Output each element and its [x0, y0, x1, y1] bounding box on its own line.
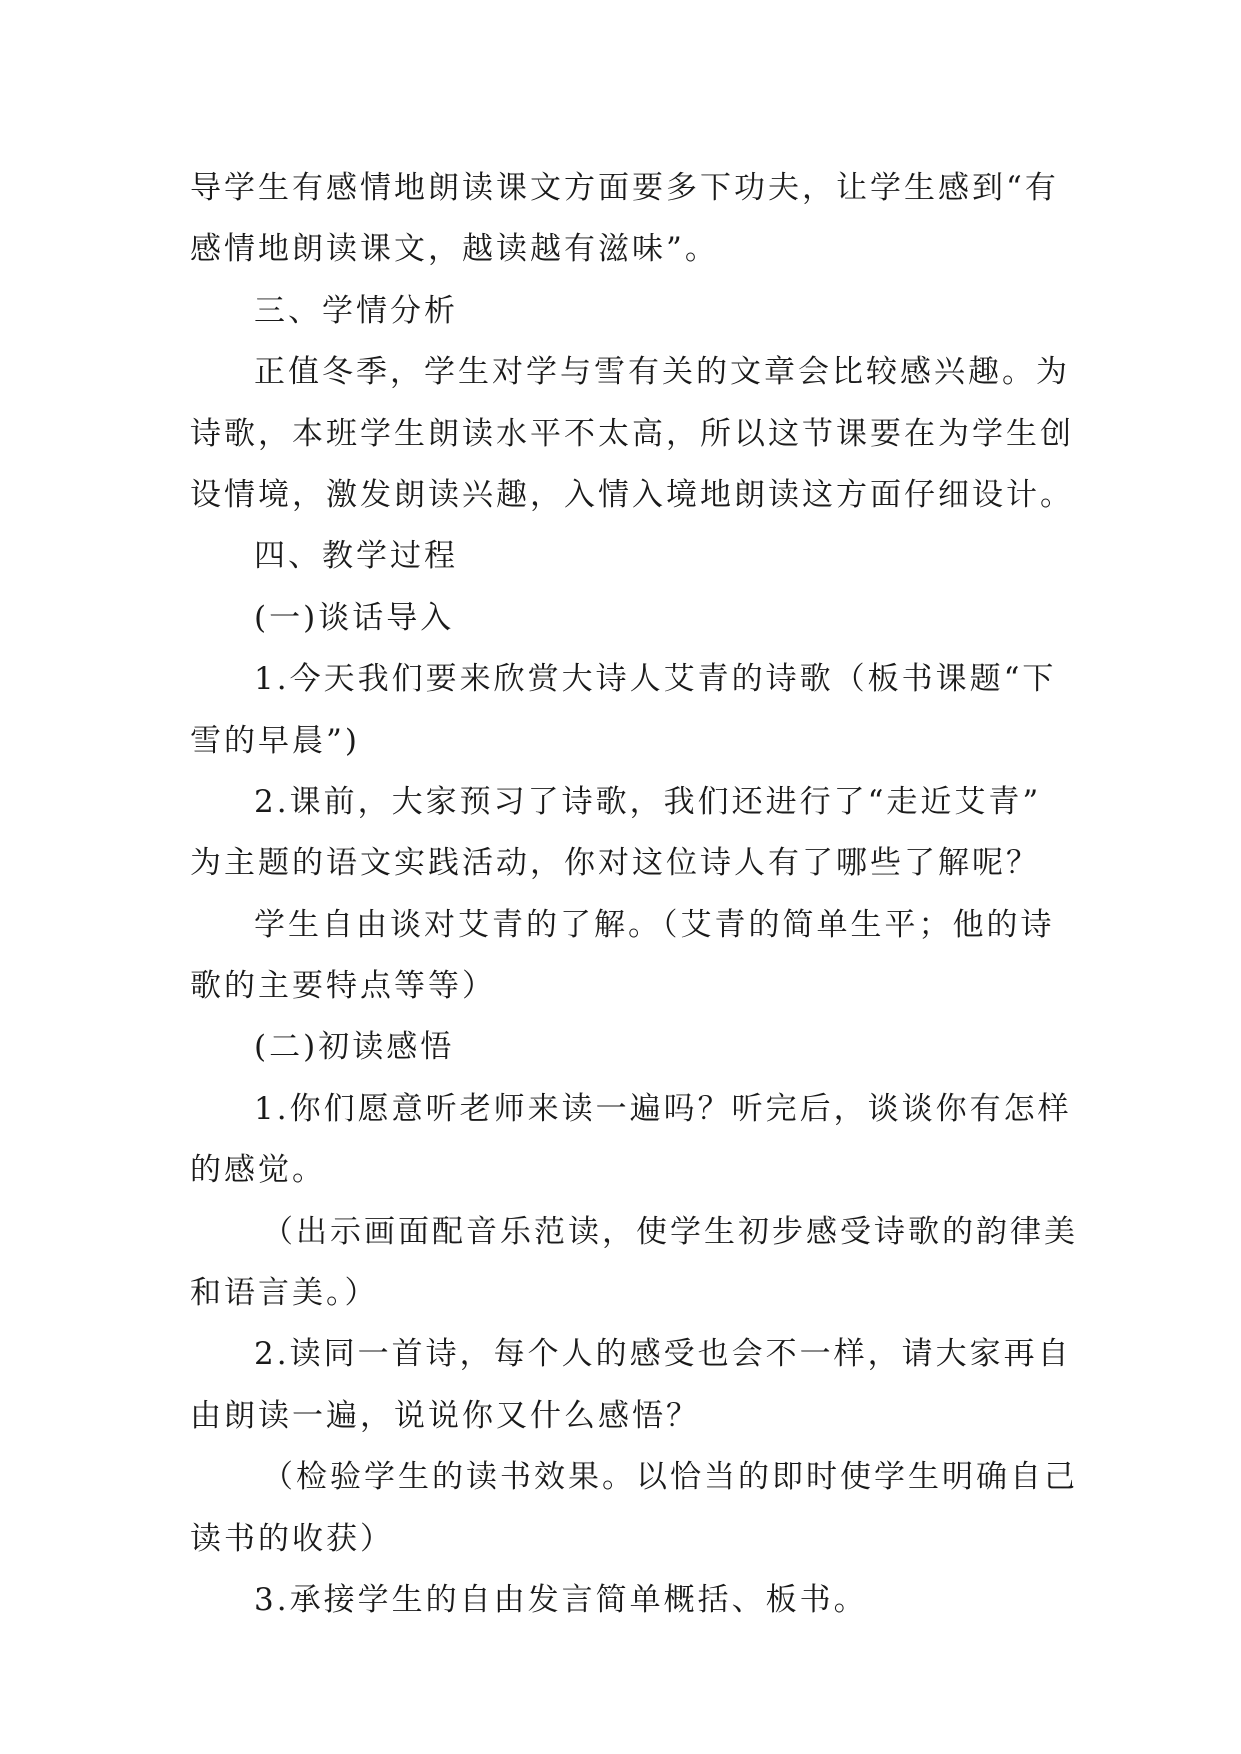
text-line: 由朗读一遍，说说你又什么感悟？: [190, 1397, 700, 1434]
text-line: 学生自由谈对艾青的了解。（艾青的简单生平；他的诗: [254, 906, 1055, 943]
document-body: [190, 158, 1078, 1631]
text-line: 3.承接学生的自由发言简单概括、板书。: [254, 1581, 868, 1618]
text-line: (二)初读感悟: [254, 1029, 455, 1066]
text-line: 2.课前，大家预习了诗歌，我们还进行了“走近艾青”: [254, 783, 1042, 820]
text-line: 三、学情分析: [254, 292, 458, 329]
text-line: 读书的收获）: [190, 1520, 394, 1557]
text-line: (一)谈话导入: [254, 599, 455, 636]
text-line: （检验学生的读书效果。以恰当的即时使学生明确自己: [262, 1459, 1078, 1496]
text-line: （出示画面配音乐范读，使学生初步感受诗歌的韵律美: [262, 1213, 1078, 1250]
text-line: 导学生有感情地朗读课文方面要多下功夫，让学生感到“有: [190, 170, 1059, 206]
text-line: 为主题的语文实践活动，你对这位诗人有了哪些了解呢？: [190, 845, 1040, 882]
text-line: 诗歌，本班学生朗读水平不太高，所以这节课要在为学生创: [190, 415, 1074, 452]
text-line: 雪的早晨”): [190, 722, 360, 759]
text-line: 设情境，激发朗读兴趣，入情入境地朗读这方面仔细设计。: [190, 476, 1074, 513]
text-line: 正值冬季，学生对学与雪有关的文章会比较感兴趣。为: [254, 354, 1070, 391]
text-line: 和语言美。）: [190, 1275, 379, 1312]
text-line: 感情地朗读课文，越读越有滋味”。: [190, 231, 719, 268]
text-line: 1.今天我们要来欣赏大诗人艾青的诗歌（板书课题“下: [254, 661, 1057, 698]
text-line: 2.读同一首诗，每个人的感受也会不一样，请大家再自: [254, 1336, 1072, 1373]
text-line: 的感觉。: [190, 1152, 326, 1189]
text-line: 歌的主要特点等等）: [190, 968, 496, 1005]
text-line: 四、教学过程: [254, 538, 458, 575]
text-line: 1.你们愿意听老师来读一遍吗？听完后，谈谈你有怎样: [254, 1090, 1072, 1127]
